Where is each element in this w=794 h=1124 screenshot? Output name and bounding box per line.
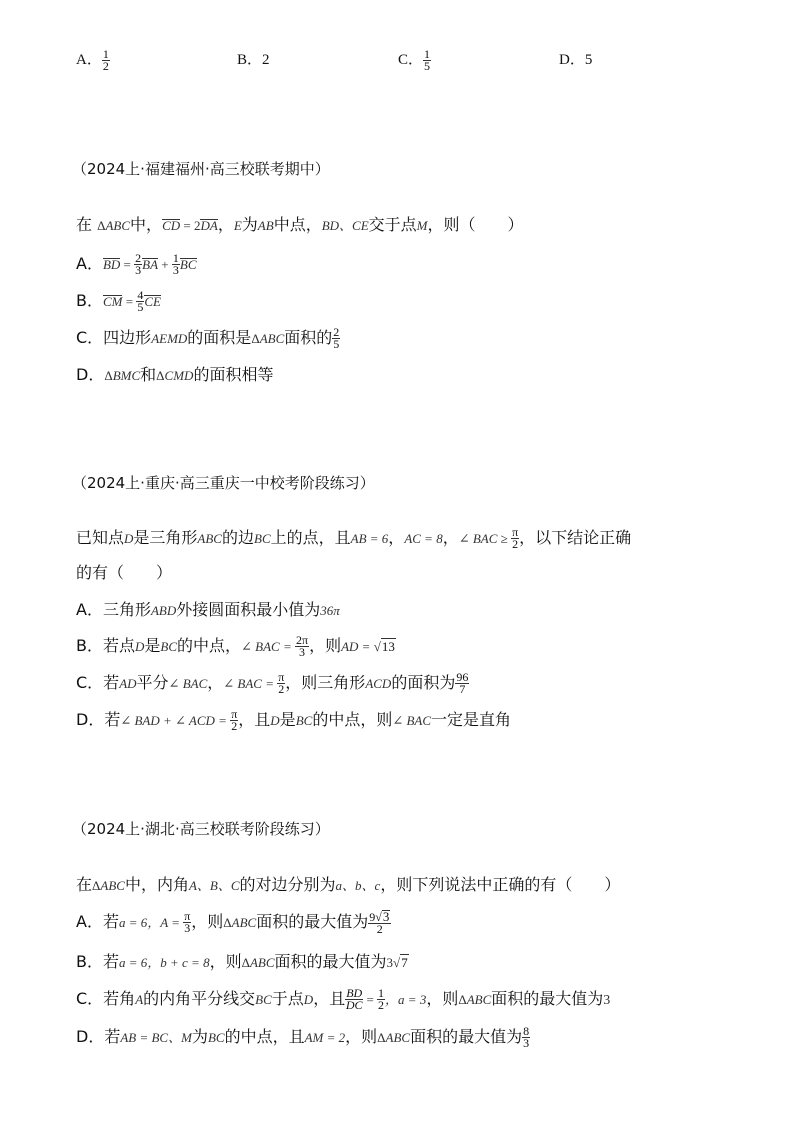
math: AB = BC、M [120,1030,192,1045]
q3-option-c [76,986,794,1011]
numerator: 4 [137,288,144,302]
math: ABD [150,603,177,618]
math: CMD [164,368,194,383]
fraction [345,988,363,1011]
math: BC [295,713,313,728]
numerator: 1 [172,251,179,265]
radical-sign: √ [375,910,382,924]
denominator: 7 [459,682,466,696]
math: ABC [466,992,492,1007]
math: ABC [231,915,257,930]
q1-option-d [76,362,794,385]
text: 交于点 [368,215,417,234]
fraction [136,290,144,313]
math: D [303,992,314,1007]
text: 上的点，且 [270,528,351,547]
text: 和 [140,365,157,384]
text: ， [442,528,459,547]
text: 于点 [271,989,304,1008]
q3-option-d [76,1024,794,1049]
fraction [102,49,110,72]
q3-source: （2024上·湖北·高三校联考阶段练习） [72,820,330,838]
q2-stem-line2: 的有（ ） [76,563,173,582]
vector: CM [102,294,123,309]
denominator: 2 [231,719,238,733]
vector: DA [200,218,218,233]
math: AD [119,676,137,691]
q2-option-a [76,597,794,620]
fraction [522,1026,530,1049]
option-a-top [76,48,110,72]
text: ，则下列说法中正确的有（ ） [380,875,621,894]
math: AEMD [151,331,188,346]
option-label: C． [398,52,424,68]
math: M [416,218,428,233]
text: 的内角平分线交 [143,989,256,1008]
text: 是 [279,710,296,729]
numerator: 1 [378,986,385,1000]
triangle-symbol: Δ [377,1030,386,1045]
text: 的中点，且 [224,1027,305,1046]
text: 一定是直角 [431,710,512,729]
denominator: 2 [378,998,385,1012]
numerator: 1 [102,47,109,62]
text: ，则 [309,636,342,655]
vector: BA [142,257,159,272]
fraction [423,49,431,72]
text: ， [217,215,234,234]
math: A、B、C [188,878,240,893]
math: AD = [341,639,374,654]
text: 在 [76,875,93,894]
math: 3 [386,955,394,970]
math: ∠ BAD + ∠ ACD = [120,713,231,728]
numerator: 2π [296,633,309,647]
math: BD、CE [321,218,369,233]
text: ，且 [238,710,271,729]
vector: CE [144,294,161,309]
text: 中，内角 [124,875,189,894]
option-label: C．若 [76,673,120,692]
q1-option-b [76,288,794,313]
denominator: 2 [102,59,109,74]
text: 已知点 [76,528,125,547]
math: BC [160,639,178,654]
radicand: 7 [401,955,408,970]
text: ，则 [191,912,224,931]
option-label: A． [76,254,103,273]
numerator: 2 [135,251,142,265]
triangle-symbol: Δ [92,878,101,893]
triangle-symbol: Δ [104,368,113,383]
denominator: 3 [184,921,191,935]
math: D [134,639,145,654]
math: ABC [105,218,131,233]
text: ，以下结论正确 [519,528,632,547]
q1-source: （2024上·福建福州·高三校联考期中） [72,160,330,178]
vector: BC [179,257,197,272]
fraction [455,672,469,695]
option-label: D．5 [559,52,593,68]
math: ，a = 3 [385,992,427,1007]
option-label: A． [76,52,102,68]
denominator: 2 [376,922,383,936]
math: = [363,992,378,1007]
fraction [368,910,391,935]
text: 是三角形 [133,528,198,547]
numerator: BD [346,986,363,1000]
text: 的中点， [177,636,242,655]
text: ，则 [209,952,242,971]
math: ABC [100,878,125,893]
triangle-symbol: Δ [458,992,467,1007]
option-label: A．若 [76,912,119,931]
numerator: 96 [456,670,469,684]
vector: CD [162,218,181,233]
option-b-top [237,48,270,69]
text: 的面积为 [391,673,456,692]
radical-sign: √ [373,639,381,654]
math: = 2 [180,218,201,233]
q1-option-a [76,251,794,276]
text: 为 [191,1027,208,1046]
math: 3 [603,993,611,1008]
radicand: 3 [382,909,390,924]
math: BC [207,1030,225,1045]
q2-option-b [76,633,794,658]
math: ∠ BAC = [223,676,278,691]
vector: BD [102,257,121,272]
numerator: π [278,670,285,684]
math: BC [254,531,271,546]
q3-option-b [76,949,794,972]
q2-stem-line1 [76,525,794,550]
math: AB = 6 [350,531,389,546]
math: ACD [365,676,392,691]
numerator: 2 [333,325,340,339]
math: BC [255,992,272,1007]
text: ， [388,528,405,547]
text: ，则三角形 [285,673,366,692]
text: 的面积是 [187,328,252,347]
text: 面积的最大值为 [256,912,369,931]
text: 的中点，则 [312,710,393,729]
option-label: B．若 [76,952,119,971]
option-d-top [559,48,592,69]
math: a = 6，b + c = 8 [118,955,210,970]
q2-option-c [76,670,794,695]
option-label: D．若 [76,1027,121,1046]
denominator: 2 [512,537,519,551]
denominator: 5 [137,300,144,314]
fraction [172,253,180,276]
fraction [332,327,340,350]
text: 面积的最大值为 [274,952,387,971]
math: a、b、c [335,878,381,893]
text: ，则（ ） [427,215,524,234]
text: 在 [76,215,93,234]
text: ，则 [426,989,459,1008]
triangle-symbol: Δ [223,915,232,930]
math: ABC [385,1030,411,1045]
text: 中点， [273,215,322,234]
q3-stem [76,872,794,895]
triangle-symbol: Δ [156,368,165,383]
math: BMC [112,368,141,383]
text: 的面积相等 [193,365,274,384]
radicand: 13 [381,639,395,654]
option-label: D． [76,365,105,384]
math: ABC [197,531,222,546]
fraction [377,988,385,1011]
math: ∠ BAC [168,676,208,691]
q2-option-d [76,707,794,732]
math: = [120,257,135,272]
q1-stem [76,212,794,235]
numerator: π [512,525,519,539]
text: 是 [144,636,161,655]
fraction [511,527,519,550]
numerator: 8 [523,1024,530,1038]
math: a = 6，A = [118,915,184,930]
text: 面积的 [284,328,333,347]
option-label: B． [76,291,103,310]
option-label: C．若角 [76,989,136,1008]
text: ，且 [313,989,346,1008]
text: 面积的最大值为 [491,989,604,1008]
denominator: DC [345,998,363,1012]
math: D [270,713,280,728]
triangle-symbol: Δ [251,331,260,346]
q2-source: （2024上·重庆·高三重庆一中校考阶段练习） [72,474,375,492]
fraction [295,635,309,658]
text: 为 [241,215,258,234]
math: ABC [259,331,285,346]
numerator: π [184,909,191,923]
math: ∠ BAC = [241,639,295,654]
radical-sign: √ [393,955,401,970]
option-label: B．若点 [76,636,135,655]
denominator: 3 [172,263,179,277]
option-label: B．2 [237,52,270,68]
text: 面积的最大值为 [410,1027,523,1046]
denominator: 2 [278,682,285,696]
text: 的对边分别为 [239,875,336,894]
math: ∠ BAC ≥ [458,531,512,546]
option-label: A．三角形 [76,600,151,619]
q1-option-c [76,325,794,350]
triangle-symbol: Δ [97,218,106,233]
fraction [134,253,142,276]
math: 36π [320,603,340,618]
denominator: 3 [135,263,142,277]
option-c-top [398,48,431,72]
math: AB [257,218,274,233]
denominator: 3 [299,645,306,659]
math: + [158,257,172,272]
denominator: 3 [523,1036,530,1050]
math: D [124,531,134,546]
text: 外接圆面积最小值为 [176,600,321,619]
text: 的边 [221,528,254,547]
numerator-coefficient: 9 [369,910,376,924]
q3-option-a [76,909,794,935]
text: ， [207,673,224,692]
option-label: D．若 [76,710,121,729]
math: ABC [249,955,275,970]
option-label: C．四边形 [76,328,152,347]
numerator: 1 [424,47,431,62]
numerator: π [231,707,238,721]
text: ，则 [345,1027,378,1046]
math: AM = 2 [304,1030,346,1045]
triangle-symbol: Δ [241,955,250,970]
text: 平分 [136,673,169,692]
denominator: 5 [333,337,340,351]
math: E [233,218,242,233]
math: ∠ BAC [392,713,432,728]
math: = [122,294,137,309]
math: AC = 8 [404,531,443,546]
math: A [135,992,144,1007]
text: 中， [130,215,163,234]
denominator: 5 [424,59,431,74]
